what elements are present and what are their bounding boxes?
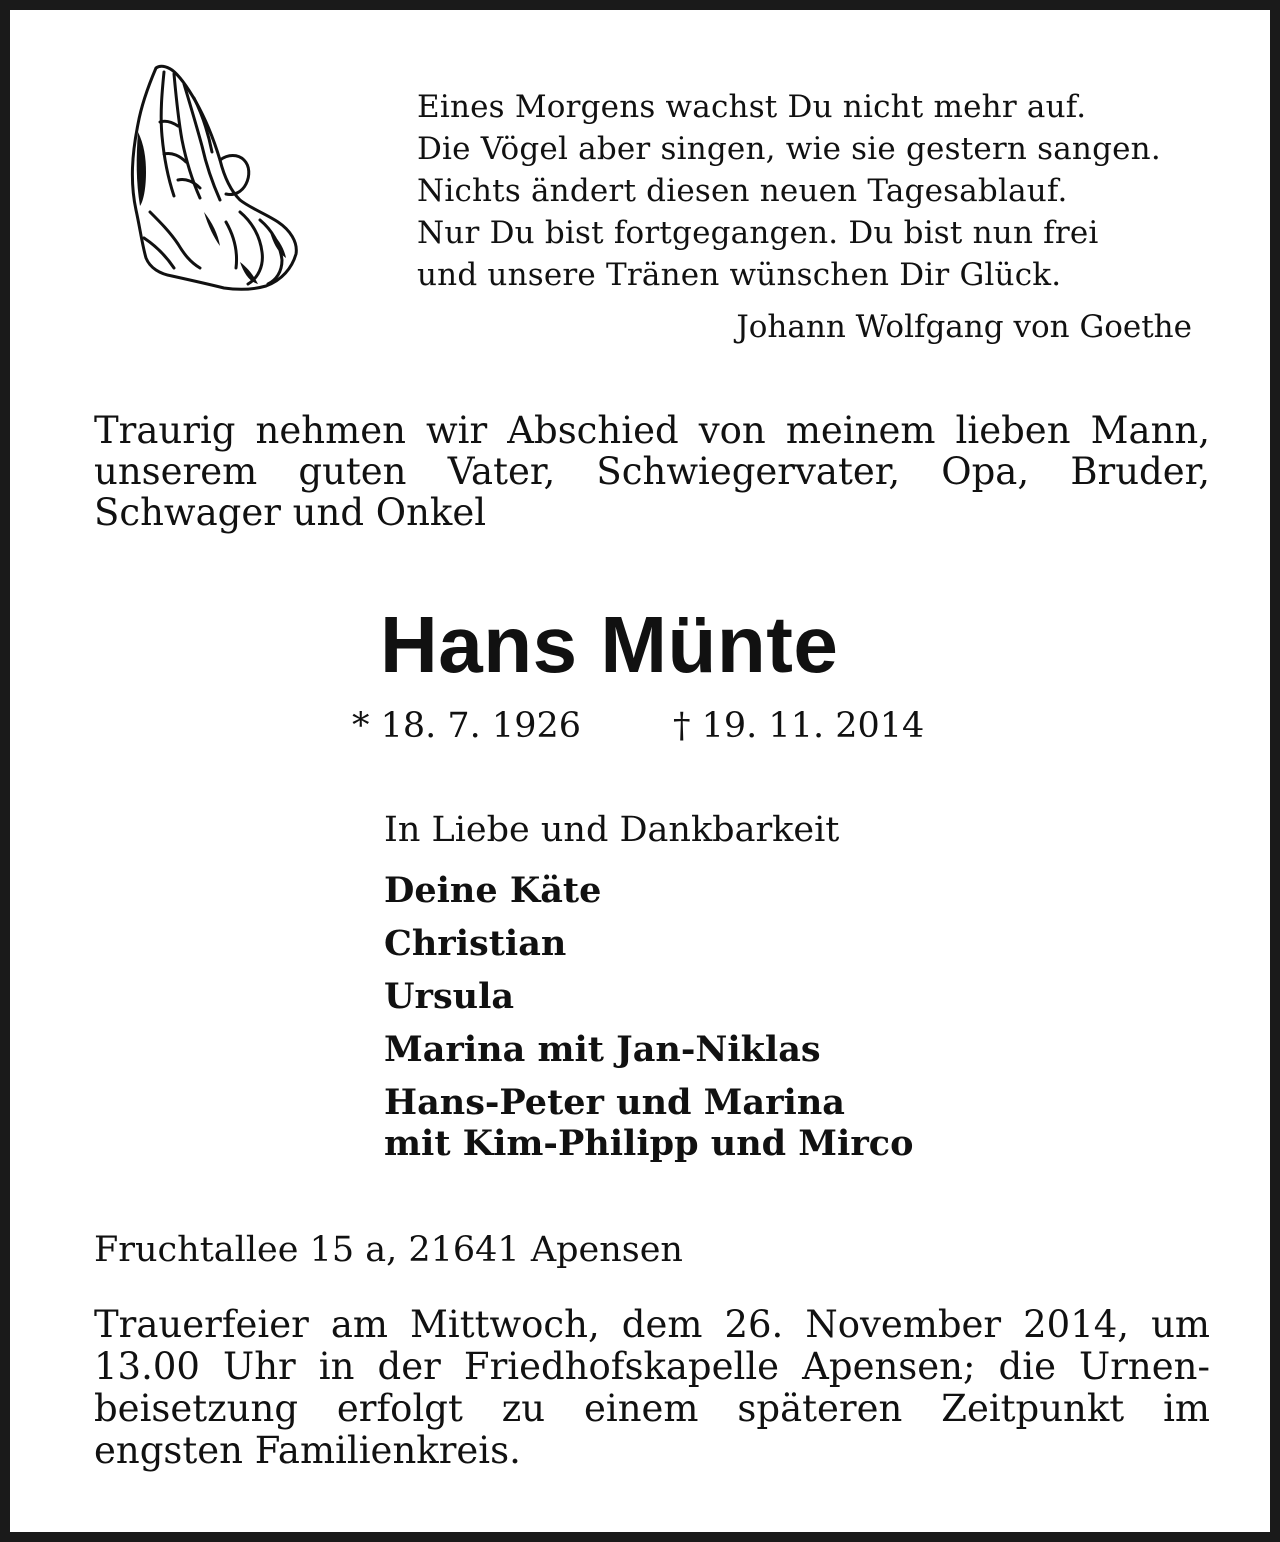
closing-phrase: In Liebe und Dankbarkeit <box>384 810 840 850</box>
poem-line: Nichts ändert diesen neuen Tagesablauf. <box>417 173 1068 209</box>
service-paragraph <box>94 1304 1210 1472</box>
death-date: † 19. 11. 2014 <box>673 706 925 746</box>
service-line: engsten Familienkreis. <box>94 1429 521 1472</box>
birth-date: * 18. 7. 1926 <box>352 706 582 746</box>
family-member: Marina mit Jan-Niklas <box>384 1029 821 1070</box>
poem-line: und unsere Tränen wünschen Dir Glück. <box>417 257 1062 293</box>
life-dates <box>352 704 924 748</box>
intro-line: Traurig nehmen wir Abschied von meinem lieben Mann, <box>94 409 1210 452</box>
deceased-name: Hans Münte <box>380 600 839 689</box>
poem-author: Johann Wolfgang von Goethe <box>736 309 1192 345</box>
intro-line: Schwager und Onkel <box>94 491 487 534</box>
family-list <box>384 870 913 1164</box>
family-member: Deine Käte <box>384 870 602 911</box>
service-line: 13.00 Uhr in der Friedhofskapelle Apensen; die Urnen- <box>94 1345 1210 1388</box>
praying-hands-icon <box>120 62 305 292</box>
intro-paragraph <box>94 410 1210 533</box>
intro-line: unserem guten Vater, Schwiegervater, Opa, Bruder, <box>94 450 1210 493</box>
poem-line: Eines Morgens wachst Du nicht mehr auf. <box>417 89 1087 125</box>
poem-line: Die Vögel aber singen, wie sie gestern sangen. <box>417 131 1161 167</box>
service-line: Trauerfeier am Mittwoch, dem 26. November 2014, um <box>94 1303 1210 1346</box>
service-line: beisetzung erfolgt zu einem späteren Zeitpunkt im <box>94 1387 1210 1430</box>
poem <box>417 86 1217 296</box>
poem-line: Nur Du bist fortgegangen. Du bist nun frei <box>417 215 1099 251</box>
family-member: mit Kim-Philipp und Mirco <box>384 1123 914 1164</box>
family-member: Hans-Peter und Marina <box>384 1082 845 1123</box>
address: Fruchtallee 15 a, 21641 Apensen <box>94 1230 683 1270</box>
family-member: Ursula <box>384 976 515 1017</box>
family-member: Christian <box>384 923 567 964</box>
